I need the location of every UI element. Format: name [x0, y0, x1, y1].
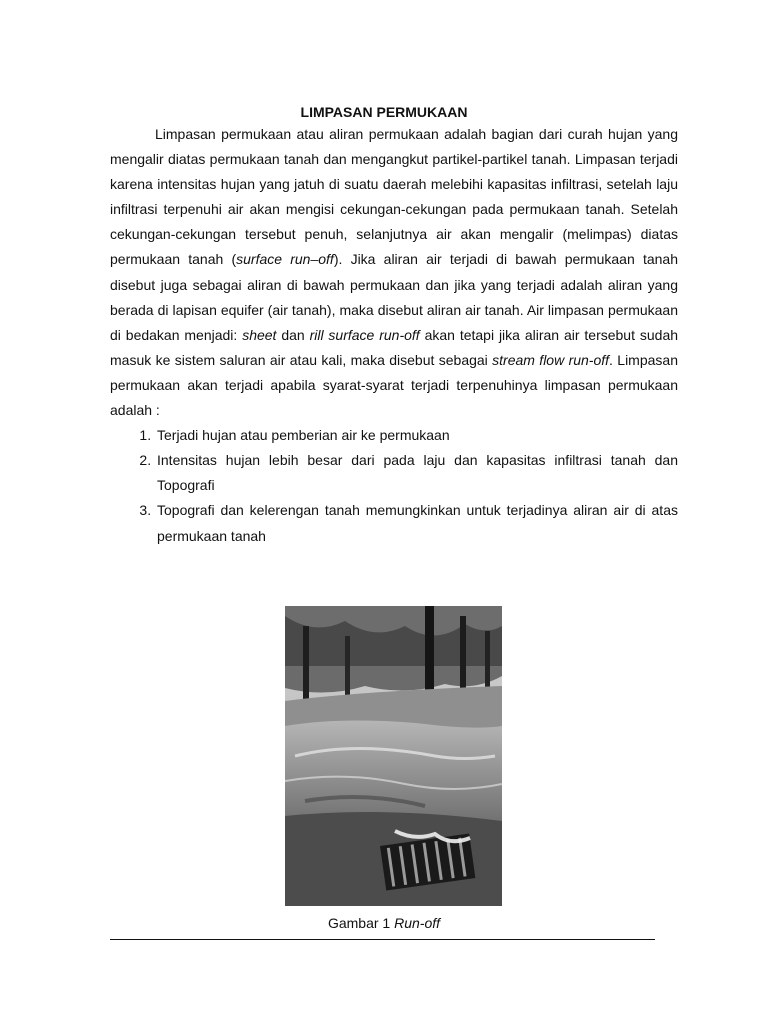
paragraph-text: akan tetapi jika aliran air tersebut sudah masuk ke sistem saluran air atau kali, maka disebut sebagai [110, 326, 679, 368]
list-item: 1. Terjadi hujan atau pemberian air ke permukaan [155, 423, 678, 448]
intro-paragraph [110, 122, 678, 423]
document-body [110, 122, 678, 549]
list-item: 2. Intensitas hujan lebih besar dari pada laju dan kapasitas infiltrasi tanah dan Topografi [155, 448, 678, 498]
term-sheet: sheet [242, 326, 277, 343]
paragraph-text: Limpasan permukaan atau aliran permukaan adalah bagian dari curah hujan yang mengalir diatas permukaan tanah dan mengangkut partikel-partikel tanah. Limpasan terjadi karena intensitas hujan yang jatuh di suatu daerah melebihi kapasitas infiltrasi, setelah laju infiltrasi terpenuhi air akan mengisi cekungan-cekungan pada permukaan tanah. Setelah cekungan-cekungan tersebut penuh, selanjutnya air akan mengalir (melimpas) diatas permukaan tanah ( [110, 126, 678, 268]
figure-caption [0, 913, 768, 933]
term-stream-flow-run-off: stream flow run-off [492, 351, 610, 368]
paragraph-text: dan [276, 326, 310, 343]
term-surface-run-off: surface run–off [236, 251, 334, 268]
footer-divider [110, 939, 655, 940]
list-item: 3. Topografi dan kelerengan tanah memungkinkan untuk terjadinya aliran air di atas permukaan tanah [155, 498, 678, 548]
runoff-photo-image [285, 606, 502, 906]
paragraph-text: ). Jika aliran air terjadi di bawah permukaan tanah disebut juga sebagai aliran di bawah permukaan dan jika yang terjadi adalah aliran yang berada di lapisan equifer (air tanah), maka disebut aliran air tanah. Air limpasan permukaan di bedakan menjadi: [110, 251, 678, 343]
paragraph-text: . Limpasan permukaan akan terjadi apabila syarat-syarat terjadi terpenuhinya limpasan permukaan adalah : [110, 351, 678, 419]
term-rill-surface-run-off: rill surface run-off [309, 326, 420, 343]
runoff-photo [285, 606, 502, 906]
caption-prefix: Gambar 1 [327, 915, 395, 931]
document-title: LIMPASAN PERMUKAAN [300, 104, 468, 120]
caption-emphasis: Run-off [394, 915, 441, 931]
conditions-list [110, 423, 678, 548]
